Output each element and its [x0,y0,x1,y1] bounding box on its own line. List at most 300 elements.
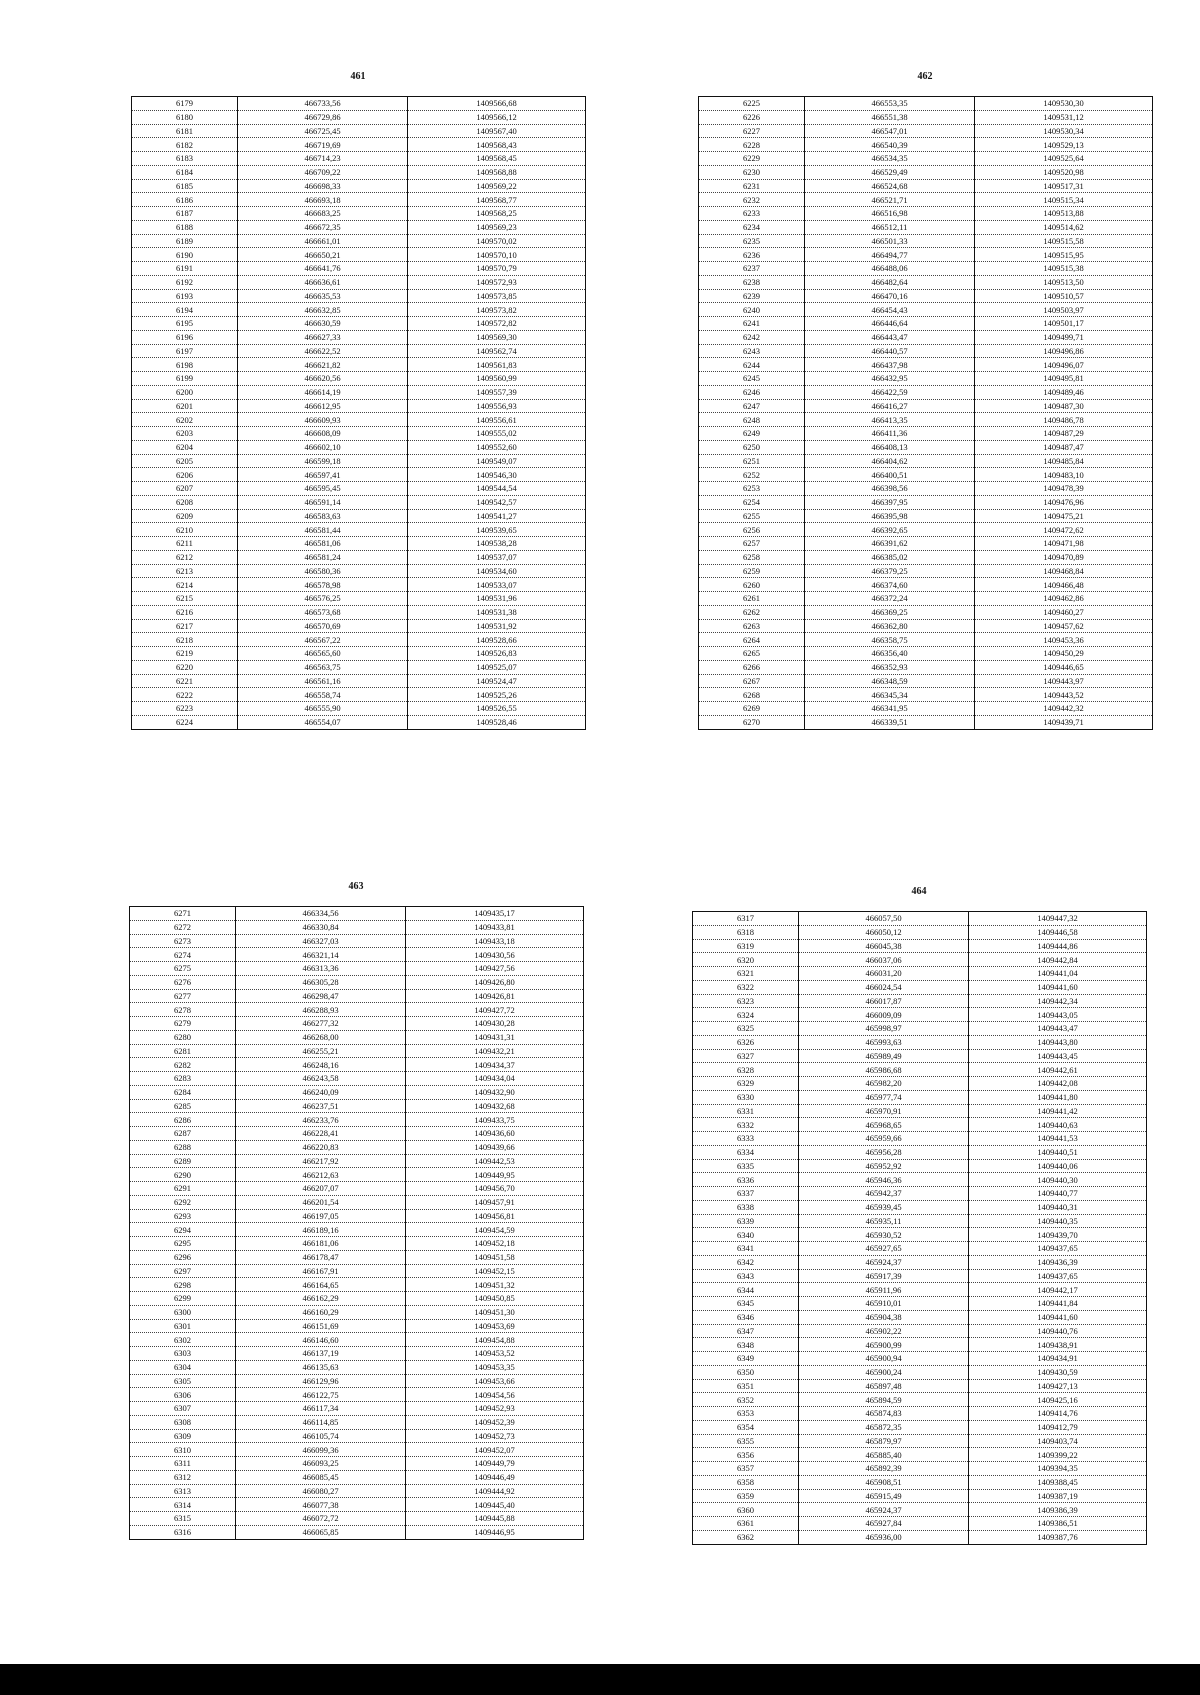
table-row [693,1324,1147,1338]
y-coordinate: 1409441,60 [969,1310,1147,1324]
x-coordinate: 466609,93 [238,413,408,427]
x-coordinate: 466313,36 [236,962,406,976]
table-row [699,248,1153,262]
table-row [130,1402,584,1416]
x-coordinate: 466400,51 [805,468,975,482]
y-coordinate: 1409487,30 [975,399,1153,413]
table-row [693,1200,1147,1214]
y-coordinate: 1409440,31 [969,1200,1147,1214]
x-coordinate: 466650,21 [238,248,408,262]
x-coordinate: 466024,54 [799,980,969,994]
y-coordinate: 1409430,59 [969,1365,1147,1379]
x-coordinate: 466362,80 [805,619,975,633]
point-number: 6278 [130,1003,236,1017]
point-number: 6264 [699,633,805,647]
x-coordinate: 465930,52 [799,1228,969,1242]
x-coordinate: 465910,01 [799,1297,969,1311]
x-coordinate: 466470,16 [805,289,975,303]
y-coordinate: 1409531,38 [408,605,586,619]
y-coordinate: 1409453,35 [406,1360,584,1374]
table-row [132,688,586,702]
point-number: 6342 [693,1255,799,1269]
x-coordinate: 466237,51 [236,1099,406,1113]
point-number: 6250 [699,440,805,454]
x-coordinate: 465982,20 [799,1077,969,1091]
x-coordinate: 466630,59 [238,317,408,331]
table-row [132,440,586,454]
table-row [699,537,1153,551]
y-coordinate: 1409568,88 [408,165,586,179]
point-number: 6233 [699,207,805,221]
x-coordinate: 466339,51 [805,715,975,729]
y-coordinate: 1409443,80 [969,1035,1147,1049]
table-row [132,303,586,317]
y-coordinate: 1409569,30 [408,330,586,344]
table-row [132,165,586,179]
y-coordinate: 1409453,52 [406,1347,584,1361]
point-number: 6270 [699,715,805,729]
table-row [693,1448,1147,1462]
point-number: 6348 [693,1338,799,1352]
y-coordinate: 1409443,47 [969,1022,1147,1036]
table-row [132,454,586,468]
x-coordinate: 466512,11 [805,220,975,234]
y-coordinate: 1409501,17 [975,317,1153,331]
point-number: 6343 [693,1269,799,1283]
x-coordinate: 465917,39 [799,1269,969,1283]
x-coordinate: 466330,84 [236,920,406,934]
y-coordinate: 1409453,36 [975,633,1153,647]
point-number: 6194 [132,303,238,317]
x-coordinate: 466558,74 [238,688,408,702]
point-number: 6200 [132,385,238,399]
y-coordinate: 1409466,48 [975,578,1153,592]
scan-bottom-band [0,1664,1200,1695]
point-number: 6357 [693,1462,799,1476]
y-coordinate: 1409487,47 [975,440,1153,454]
x-coordinate: 466595,45 [238,482,408,496]
table-row [132,413,586,427]
y-coordinate: 1409549,07 [408,454,586,468]
y-coordinate: 1409446,58 [969,925,1147,939]
y-coordinate: 1409446,65 [975,660,1153,674]
point-number: 6307 [130,1402,236,1416]
table-row [693,1379,1147,1393]
page-block-461 [131,70,586,730]
y-coordinate: 1409450,29 [975,647,1153,661]
table-row [693,1242,1147,1256]
point-number: 6230 [699,165,805,179]
point-number: 6211 [132,537,238,551]
x-coordinate: 466379,25 [805,564,975,578]
table-row [693,1228,1147,1242]
y-coordinate: 1409442,17 [969,1283,1147,1297]
x-coordinate: 466129,96 [236,1374,406,1388]
x-coordinate: 466443,47 [805,330,975,344]
x-coordinate: 466178,47 [236,1250,406,1264]
table-row [699,358,1153,372]
x-coordinate: 466581,44 [238,523,408,537]
x-coordinate: 465900,99 [799,1338,969,1352]
point-number: 6286 [130,1113,236,1127]
table-row [132,715,586,729]
y-coordinate: 1409530,30 [975,97,1153,111]
table-row [132,248,586,262]
page-number: 462 [917,71,933,82]
x-coordinate: 466045,38 [799,939,969,953]
table-row [693,1035,1147,1049]
x-coordinate: 466167,91 [236,1264,406,1278]
x-coordinate: 466714,23 [238,152,408,166]
table-row [693,1434,1147,1448]
x-coordinate: 466553,35 [805,97,975,111]
y-coordinate: 1409485,84 [975,454,1153,468]
x-coordinate: 466391,62 [805,537,975,551]
point-number: 6213 [132,564,238,578]
x-coordinate: 466207,07 [236,1182,406,1196]
point-number: 6215 [132,592,238,606]
table-row [693,1132,1147,1146]
x-coordinate: 466072,72 [236,1512,406,1526]
table-row [132,427,586,441]
y-coordinate: 1409470,89 [975,550,1153,564]
table-row [699,193,1153,207]
x-coordinate: 465968,65 [799,1118,969,1132]
point-number: 6244 [699,358,805,372]
table-row [132,399,586,413]
y-coordinate: 1409456,70 [406,1182,584,1196]
x-coordinate: 466567,22 [238,633,408,647]
point-number: 6222 [132,688,238,702]
point-number: 6360 [693,1503,799,1517]
y-coordinate: 1409529,13 [975,138,1153,152]
x-coordinate: 466220,83 [236,1140,406,1154]
y-coordinate: 1409483,10 [975,468,1153,482]
point-number: 6337 [693,1187,799,1201]
table-row [132,509,586,523]
x-coordinate: 466356,40 [805,647,975,661]
table-row [130,975,584,989]
table-row [693,967,1147,981]
point-number: 6313 [130,1484,236,1498]
y-coordinate: 1409541,27 [408,509,586,523]
point-number: 6192 [132,275,238,289]
table-row [132,275,586,289]
x-coordinate: 466348,59 [805,674,975,688]
x-coordinate: 466516,98 [805,207,975,221]
y-coordinate: 1409572,93 [408,275,586,289]
point-number: 6318 [693,925,799,939]
table-row [130,1292,584,1306]
table-row [130,1333,584,1347]
y-coordinate: 1409496,07 [975,358,1153,372]
y-coordinate: 1409452,18 [406,1237,584,1251]
x-coordinate: 466233,76 [236,1113,406,1127]
x-coordinate: 466641,76 [238,262,408,276]
table-row [693,1214,1147,1228]
x-coordinate: 466693,18 [238,193,408,207]
point-number: 6355 [693,1434,799,1448]
y-coordinate: 1409528,66 [408,633,586,647]
page-block-464 [692,885,1147,1545]
y-coordinate: 1409454,88 [406,1333,584,1347]
y-coordinate: 1409456,81 [406,1209,584,1223]
table-row [130,1072,584,1086]
point-number: 6345 [693,1297,799,1311]
table-row [132,262,586,276]
y-coordinate: 1409426,80 [406,975,584,989]
table-row [132,110,586,124]
point-number: 6297 [130,1264,236,1278]
point-number: 6275 [130,962,236,976]
x-coordinate: 465959,66 [799,1132,969,1146]
point-number: 6356 [693,1448,799,1462]
x-coordinate: 466248,16 [236,1058,406,1072]
y-coordinate: 1409386,51 [969,1517,1147,1531]
table-row [693,1489,1147,1503]
point-number: 6282 [130,1058,236,1072]
table-row [130,1154,584,1168]
x-coordinate: 466524,68 [805,179,975,193]
x-coordinate: 466395,98 [805,509,975,523]
point-number: 6262 [699,605,805,619]
x-coordinate: 465885,40 [799,1448,969,1462]
table-row [130,1512,584,1526]
x-coordinate: 465939,45 [799,1200,969,1214]
point-number: 6334 [693,1145,799,1159]
point-number: 6285 [130,1099,236,1113]
table-row [699,440,1153,454]
point-number: 6224 [132,715,238,729]
x-coordinate: 466563,75 [238,660,408,674]
x-coordinate: 466501,33 [805,234,975,248]
y-coordinate: 1409436,39 [969,1255,1147,1269]
x-coordinate: 466602,10 [238,440,408,454]
point-number: 6320 [693,953,799,967]
x-coordinate: 466698,33 [238,179,408,193]
y-coordinate: 1409486,78 [975,413,1153,427]
point-number: 6317 [693,912,799,926]
x-coordinate: 465904,38 [799,1310,969,1324]
point-number: 6303 [130,1347,236,1361]
table-row [132,633,586,647]
point-number: 6257 [699,537,805,551]
table-row [699,564,1153,578]
point-number: 6330 [693,1090,799,1104]
point-number: 6236 [699,248,805,262]
point-number: 6325 [693,1022,799,1036]
x-coordinate: 466432,95 [805,372,975,386]
y-coordinate: 1409452,39 [406,1415,584,1429]
x-coordinate: 466334,56 [236,907,406,921]
y-coordinate: 1409412,79 [969,1420,1147,1434]
point-number: 6304 [130,1360,236,1374]
table-row [130,1195,584,1209]
point-number: 6279 [130,1017,236,1031]
y-coordinate: 1409451,30 [406,1305,584,1319]
table-row [132,234,586,248]
x-coordinate: 465935,11 [799,1214,969,1228]
table-row [693,1255,1147,1269]
x-coordinate: 466305,28 [236,975,406,989]
y-coordinate: 1409433,75 [406,1113,584,1127]
x-coordinate: 466327,03 [236,934,406,948]
table-row [132,330,586,344]
table-row [132,578,586,592]
x-coordinate: 466636,61 [238,275,408,289]
x-coordinate: 466591,14 [238,495,408,509]
point-number: 6298 [130,1278,236,1292]
x-coordinate: 466189,16 [236,1223,406,1237]
x-coordinate: 466488,06 [805,262,975,276]
point-number: 6226 [699,110,805,124]
y-coordinate: 1409556,93 [408,399,586,413]
point-number: 6261 [699,592,805,606]
page-number: 461 [350,71,366,82]
y-coordinate: 1409446,95 [406,1525,584,1539]
point-number: 6251 [699,454,805,468]
x-coordinate: 466162,29 [236,1292,406,1306]
y-coordinate: 1409556,61 [408,413,586,427]
y-coordinate: 1409496,86 [975,344,1153,358]
table-row [132,372,586,386]
table-row [693,1462,1147,1476]
x-coordinate: 466446,64 [805,317,975,331]
y-coordinate: 1409446,49 [406,1470,584,1484]
point-number: 6184 [132,165,238,179]
table-row [699,330,1153,344]
y-coordinate: 1409443,97 [975,674,1153,688]
y-coordinate: 1409387,19 [969,1489,1147,1503]
x-coordinate: 466612,95 [238,399,408,413]
table-row [132,179,586,193]
point-number: 6284 [130,1085,236,1099]
x-coordinate: 466661,01 [238,234,408,248]
y-coordinate: 1409414,76 [969,1407,1147,1421]
x-coordinate: 466482,64 [805,275,975,289]
point-number: 6195 [132,317,238,331]
table-row [132,317,586,331]
x-coordinate: 466009,09 [799,1008,969,1022]
x-coordinate: 466298,47 [236,989,406,1003]
point-number: 6347 [693,1324,799,1338]
point-number: 6193 [132,289,238,303]
x-coordinate: 466181,06 [236,1237,406,1251]
y-coordinate: 1409386,39 [969,1503,1147,1517]
x-coordinate: 466576,25 [238,592,408,606]
y-coordinate: 1409451,32 [406,1278,584,1292]
point-number: 6247 [699,399,805,413]
table-row [130,1168,584,1182]
point-number: 6301 [130,1319,236,1333]
y-coordinate: 1409531,96 [408,592,586,606]
table-row [130,1237,584,1251]
y-coordinate: 1409433,81 [406,920,584,934]
x-coordinate: 466622,52 [238,344,408,358]
y-coordinate: 1409452,73 [406,1429,584,1443]
table-row [130,1250,584,1264]
y-coordinate: 1409520,98 [975,165,1153,179]
point-number: 6277 [130,989,236,1003]
point-number: 6249 [699,427,805,441]
table-row [699,97,1153,111]
y-coordinate: 1409468,84 [975,564,1153,578]
table-row [132,674,586,688]
y-coordinate: 1409478,39 [975,482,1153,496]
table-row [699,413,1153,427]
x-coordinate: 466369,25 [805,605,975,619]
x-coordinate: 466440,57 [805,344,975,358]
table-row [699,234,1153,248]
table-row [699,303,1153,317]
x-coordinate: 466201,54 [236,1195,406,1209]
y-coordinate: 1409454,59 [406,1223,584,1237]
point-number: 6223 [132,702,238,716]
table-row [693,1063,1147,1077]
table-row [130,1127,584,1141]
y-coordinate: 1409476,96 [975,495,1153,509]
table-row [693,1283,1147,1297]
y-coordinate: 1409440,35 [969,1214,1147,1228]
y-coordinate: 1409425,16 [969,1393,1147,1407]
y-coordinate: 1409430,56 [406,948,584,962]
point-number: 6234 [699,220,805,234]
y-coordinate: 1409399,22 [969,1448,1147,1462]
point-number: 6323 [693,994,799,1008]
x-coordinate: 466085,45 [236,1470,406,1484]
y-coordinate: 1409538,28 [408,537,586,551]
point-number: 6186 [132,193,238,207]
table-row [132,605,586,619]
y-coordinate: 1409570,10 [408,248,586,262]
point-number: 6296 [130,1250,236,1264]
y-coordinate: 1409514,62 [975,220,1153,234]
table-row [130,1017,584,1031]
x-coordinate: 465927,84 [799,1517,969,1531]
point-number: 6255 [699,509,805,523]
y-coordinate: 1409561,83 [408,358,586,372]
point-number: 6199 [132,372,238,386]
table-row [693,1310,1147,1324]
x-coordinate: 466105,74 [236,1429,406,1443]
y-coordinate: 1409495,81 [975,372,1153,386]
y-coordinate: 1409531,92 [408,619,586,633]
x-coordinate: 466521,71 [805,193,975,207]
x-coordinate: 466122,75 [236,1388,406,1402]
point-number: 6289 [130,1154,236,1168]
table-row [130,1429,584,1443]
table-row [130,1003,584,1017]
table-row [693,1420,1147,1434]
table-row [132,523,586,537]
x-coordinate: 466581,06 [238,537,408,551]
x-coordinate: 466093,25 [236,1457,406,1471]
y-coordinate: 1409442,34 [969,994,1147,1008]
point-number: 6181 [132,124,238,138]
y-coordinate: 1409489,46 [975,385,1153,399]
y-coordinate: 1409450,85 [406,1292,584,1306]
y-coordinate: 1409441,42 [969,1104,1147,1118]
table-row [132,592,586,606]
x-coordinate: 466540,39 [805,138,975,152]
x-coordinate: 465879,97 [799,1434,969,1448]
table-row [693,1090,1147,1104]
y-coordinate: 1409570,02 [408,234,586,248]
table-row [699,633,1153,647]
point-number: 6332 [693,1118,799,1132]
point-number: 6241 [699,317,805,331]
point-number: 6281 [130,1044,236,1058]
